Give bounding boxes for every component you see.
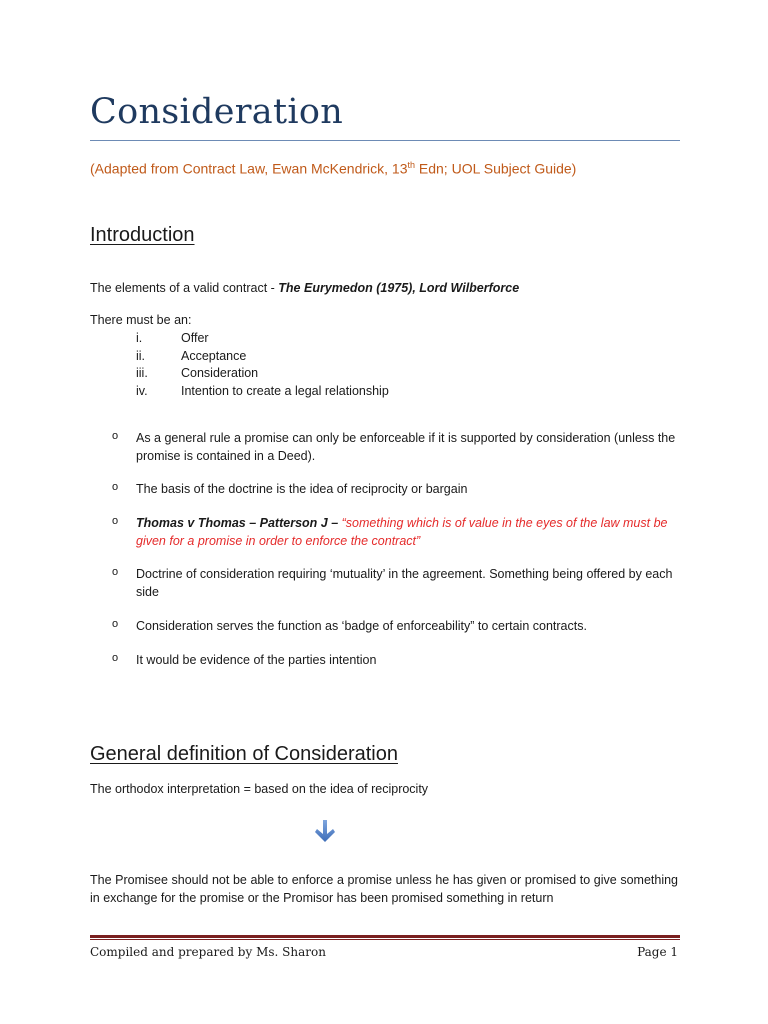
subtitle-text-end: Edn; UOL Subject Guide) [415,160,577,177]
bullet-text: It would be evidence of the parties intention [136,653,377,667]
list-number: iii. [136,366,148,380]
footer-author: Compiled and prepared by Ms. Sharon [90,945,326,959]
bullet-icon: o [112,618,119,630]
list-text: Consideration [181,366,259,380]
bullet-icon: o [112,430,119,442]
page-number: Page 1 [637,945,678,959]
footer-divider [90,935,680,938]
bullet-text: As a general rule a promise can only be enforceable if it is supported by consideration (unless the promise is contained in a Deed). [136,431,676,463]
bullet-text: Consideration serves the function as ‘badge of enforceability” to certain contracts. [136,619,587,633]
subtitle-superscript: th [407,160,415,170]
case-quote: “something which is of value in the eyes of the law must be given for a promise in order to enforce the contract” [136,516,668,548]
list-item [136,348,389,366]
case-citation: Thomas v Thomas – Patterson J – [136,516,342,530]
document-title: Consideration [90,92,344,132]
list-text: Offer [181,331,209,345]
bullet-icon: o [112,652,119,664]
document-subtitle [90,160,576,177]
down-arrow-icon [312,818,338,846]
list-item [112,652,687,670]
list-item [136,383,389,401]
list-item [112,566,687,601]
bullet-text: The basis of the doctrine is the idea of reciprocity or bargain [136,482,468,496]
introduction-heading: Introduction [90,224,195,246]
elements-text: The elements of a valid contract - [90,281,279,295]
general-definition-heading: General definition of Consideration [90,743,398,765]
elements-paragraph [90,281,519,295]
list-item [112,430,687,465]
bullet-icon: o [112,566,119,578]
must-be-text: There must be an: [90,313,192,327]
list-item [112,515,687,550]
list-item [136,330,389,348]
elements-list [136,330,389,400]
list-number: ii. [136,348,146,363]
list-item [136,365,389,383]
promisee-paragraph: The Promisee should not be able to enforce a promise unless he has given or promised to give something in exchange for the promise or the Promisor has been promised something in return [90,873,678,905]
bullet-text: Doctrine of consideration requiring ‘mutuality’ in the agreement. Something being offered by each side [136,567,673,599]
list-text: Acceptance [181,348,247,363]
orthodox-text: The orthodox interpretation = based on the idea of reciprocity [90,782,429,796]
list-text: Intention to create a legal relationship [181,383,389,398]
list-item [112,618,687,636]
footer-divider-thin [90,939,680,940]
bullet-icon: o [112,481,119,493]
subtitle-text: (Adapted from Contract Law, Ewan McKendrick, 13 [90,160,408,177]
bullet-text [136,515,687,550]
list-number: iv. [136,383,148,398]
bullet-icon: o [112,515,119,527]
title-divider [90,140,680,141]
list-number: i. [136,331,143,345]
elements-case: The Eurymedon (1975), Lord Wilberforce [278,281,520,295]
list-item [112,481,687,499]
